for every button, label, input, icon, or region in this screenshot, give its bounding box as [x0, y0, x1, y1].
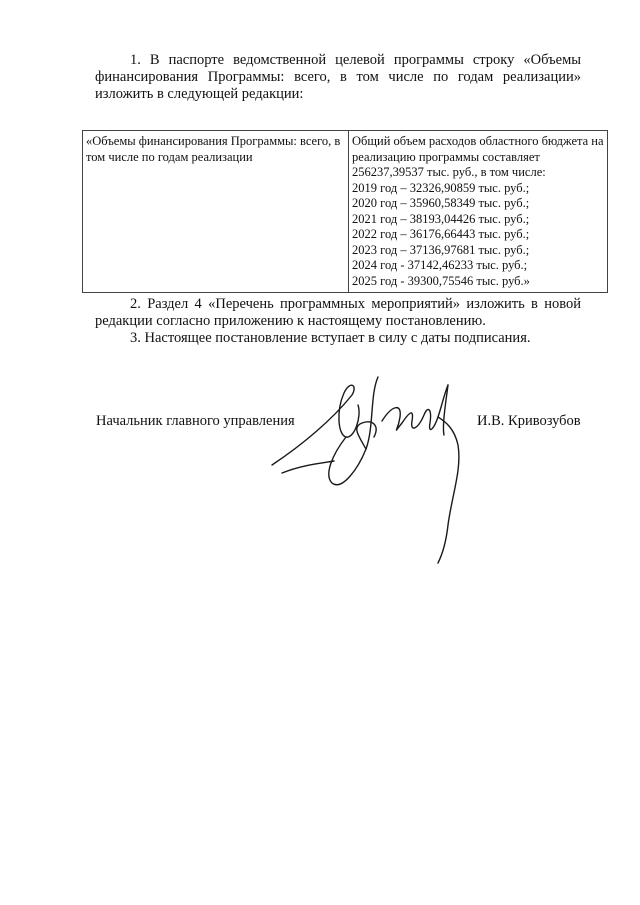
paragraph-3: 3. Настоящее постановление вступает в силу с даты подписания. [130, 330, 531, 346]
handwritten-signature [262, 365, 482, 565]
program-funding-table [82, 130, 608, 293]
table-cell-label: «Объемы финансирования Программы: всего, в том числе по годам реализации [83, 131, 349, 293]
funding-line: Общий объем расходов областного бюджета на [352, 134, 604, 148]
funding-line: 256237,39537 тыс. руб., в том числе: [352, 165, 546, 179]
paragraph-2: 2. Раздел 4 «Перечень программных мероприятий» изложить в новой редакции согласно приложению к настоящему постановлению. [95, 296, 581, 329]
funding-line: 2023 год – 37136,97681 тыс. руб.; [352, 242, 530, 257]
paragraph-1: 1. В паспорте ведомственной целевой программы строку «Объемы финансирования Программы: всего, в том числе по годам реализации» изложить в следующей редакции: [95, 52, 581, 102]
funding-line: 2019 год – 32326,90859 тыс. руб.; [352, 180, 530, 195]
funding-line: 2021 год – 38193,04426 тыс. руб.; [352, 211, 530, 226]
table-row [83, 131, 608, 293]
funding-line: 2022 год – 36176,66443 тыс. руб.; [352, 227, 530, 241]
funding-line: 2025 год - 39300,75546 тыс. руб.» [352, 273, 530, 288]
funding-line: реализацию программы составляет [352, 149, 540, 164]
signatory-title: Начальник главного управления [96, 413, 295, 429]
funding-line: 2024 год - 37142,46233 тыс. руб.; [352, 258, 528, 272]
signatory-name: И.В. Кривозубов [477, 413, 581, 429]
funding-line: 2020 год – 35960,58349 тыс. руб.; [352, 196, 530, 210]
table-cell-values [349, 131, 608, 293]
